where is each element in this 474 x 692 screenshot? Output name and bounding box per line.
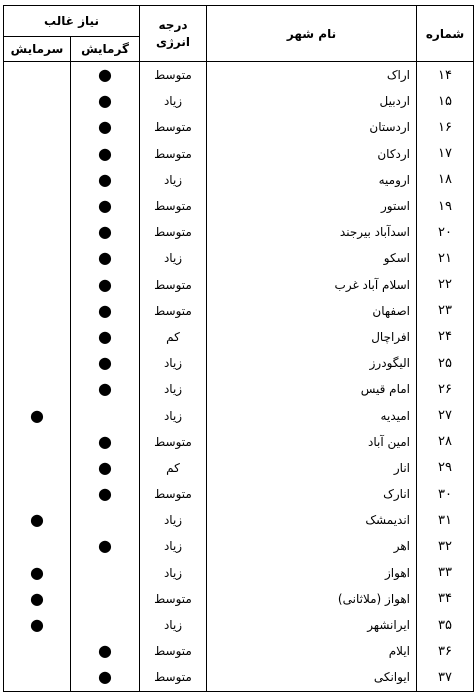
row-city: اهواز (ملاثانی) <box>207 586 417 612</box>
row-number: ۳۳ <box>417 560 474 586</box>
header-heating: گرمایش <box>71 37 140 62</box>
table-row <box>4 429 474 455</box>
row-city: اسکو <box>207 245 417 271</box>
table-row <box>4 507 474 533</box>
row-number: ۲۵ <box>417 350 474 376</box>
row-number: ۳۰ <box>417 481 474 507</box>
row-cooling-mark <box>4 167 71 193</box>
table-row <box>4 350 474 376</box>
row-energy: زیاد <box>140 88 207 114</box>
table-row <box>4 324 474 350</box>
table-row <box>4 193 474 219</box>
row-energy: متوسط <box>140 429 207 455</box>
row-cooling-mark <box>4 481 71 507</box>
row-heating-mark: ● <box>71 298 140 324</box>
row-energy: متوسط <box>140 586 207 612</box>
row-heating-mark: ● <box>71 324 140 350</box>
row-heating-mark: ● <box>71 350 140 376</box>
row-city: اصفهان <box>207 298 417 324</box>
row-number: ۳۶ <box>417 638 474 664</box>
row-number: ۲۱ <box>417 245 474 271</box>
row-city: افراچال <box>207 324 417 350</box>
row-number: ۲۲ <box>417 272 474 298</box>
row-heating-mark: ● <box>71 638 140 664</box>
table-row <box>4 533 474 559</box>
table-row <box>4 481 474 507</box>
row-energy: کم <box>140 324 207 350</box>
row-energy: متوسط <box>140 193 207 219</box>
row-energy: کم <box>140 455 207 481</box>
row-energy: زیاد <box>140 612 207 638</box>
row-energy: زیاد <box>140 533 207 559</box>
row-number: ۳۲ <box>417 533 474 559</box>
row-cooling-mark <box>4 193 71 219</box>
row-cooling-mark: ● <box>30 405 44 425</box>
table-row <box>4 455 474 481</box>
city-energy-table-wrapper <box>3 5 465 692</box>
row-city: ایوانکی <box>207 664 417 691</box>
row-cooling-mark <box>4 324 71 350</box>
row-cooling-mark <box>4 245 71 271</box>
row-heating-mark <box>71 507 140 533</box>
row-cooling-mark <box>4 664 71 691</box>
row-number: ۲۴ <box>417 324 474 350</box>
row-number: ۲۷ <box>417 402 474 428</box>
row-heating-mark: ● <box>71 193 140 219</box>
row-cooling-mark <box>4 141 71 167</box>
row-city: اردکان <box>207 141 417 167</box>
row-cooling-mark: ● <box>30 510 44 530</box>
row-cooling-mark <box>4 88 71 114</box>
row-heating-mark: ● <box>71 533 140 559</box>
row-heating-mark <box>71 612 140 638</box>
row-number: ۲۹ <box>417 455 474 481</box>
row-number: ۱۷ <box>417 141 474 167</box>
row-number: ۱۸ <box>417 167 474 193</box>
row-heating-mark <box>71 560 140 586</box>
row-city: اسدآباد بیرجند <box>207 219 417 245</box>
row-city: انارک <box>207 481 417 507</box>
header-city: نام شهر <box>207 6 417 62</box>
row-cooling-mark: ● <box>30 615 44 635</box>
row-city: اردبیل <box>207 88 417 114</box>
row-city: ایلام <box>207 638 417 664</box>
row-heating-mark: ● <box>71 272 140 298</box>
table-body <box>4 62 474 692</box>
table-row <box>4 298 474 324</box>
header-energy <box>140 6 207 62</box>
row-cooling-mark <box>4 62 71 89</box>
row-energy: زیاد <box>140 350 207 376</box>
header-energy-label: درجه انرژی <box>156 17 191 49</box>
table-row <box>4 612 474 638</box>
row-city: اندیمشک <box>207 507 417 533</box>
row-city: اهر <box>207 533 417 559</box>
table-row <box>4 114 474 140</box>
row-city: اهواز <box>207 560 417 586</box>
row-city: الیگودرز <box>207 350 417 376</box>
table-row <box>4 141 474 167</box>
row-cooling-mark <box>4 272 71 298</box>
row-energy: زیاد <box>140 560 207 586</box>
header-cooling: سرمایش <box>4 37 71 62</box>
row-energy: متوسط <box>140 664 207 691</box>
row-cooling-mark <box>4 455 71 481</box>
table-row <box>4 62 474 89</box>
row-number: ۳۴ <box>417 586 474 612</box>
row-energy: زیاد <box>140 402 207 428</box>
row-energy: متوسط <box>140 272 207 298</box>
row-heating-mark: ● <box>71 88 140 114</box>
table-row <box>4 167 474 193</box>
row-energy: زیاد <box>140 376 207 402</box>
row-energy: متوسط <box>140 62 207 89</box>
row-energy: متوسط <box>140 638 207 664</box>
row-number: ۳۱ <box>417 507 474 533</box>
row-city: استور <box>207 193 417 219</box>
table-row <box>4 638 474 664</box>
row-number: ۱۹ <box>417 193 474 219</box>
row-cooling-mark <box>4 298 71 324</box>
row-cooling-mark <box>4 114 71 140</box>
row-energy: متوسط <box>140 141 207 167</box>
row-number: ۲۳ <box>417 298 474 324</box>
table-row <box>4 402 474 428</box>
row-heating-mark: ● <box>71 664 140 691</box>
row-cooling-mark <box>4 219 71 245</box>
row-number: ۳۷ <box>417 664 474 691</box>
row-heating-mark: ● <box>71 62 140 89</box>
row-energy: زیاد <box>140 167 207 193</box>
row-heating-mark: ● <box>71 141 140 167</box>
row-cooling-mark <box>4 638 71 664</box>
row-city: امیدیه <box>207 402 417 428</box>
table-row <box>4 272 474 298</box>
row-heating-mark: ● <box>71 455 140 481</box>
table-header <box>4 6 474 62</box>
table-row <box>4 376 474 402</box>
table-row <box>4 245 474 271</box>
row-city: اردستان <box>207 114 417 140</box>
row-cooling-mark: ● <box>30 588 44 608</box>
row-heating-mark: ● <box>71 245 140 271</box>
row-heating-mark: ● <box>71 167 140 193</box>
row-number: ۲۶ <box>417 376 474 402</box>
row-city: اسلام آباد غرب <box>207 272 417 298</box>
row-number: ۱۴ <box>417 62 474 89</box>
row-heating-mark: ● <box>71 429 140 455</box>
row-number: ۲۸ <box>417 429 474 455</box>
row-city: امین آباد <box>207 429 417 455</box>
row-cooling-mark <box>4 429 71 455</box>
row-city: انار <box>207 455 417 481</box>
row-energy: متوسط <box>140 114 207 140</box>
row-cooling-mark: ● <box>30 562 44 582</box>
row-cooling-mark <box>4 533 71 559</box>
row-energy: متوسط <box>140 481 207 507</box>
header-dominant-need: نیاز غالب <box>4 6 140 37</box>
table-row <box>4 664 474 691</box>
row-energy: زیاد <box>140 507 207 533</box>
row-number: ۱۵ <box>417 88 474 114</box>
row-heating-mark: ● <box>71 114 140 140</box>
table-row <box>4 560 474 586</box>
row-heating-mark <box>71 586 140 612</box>
table-row <box>4 88 474 114</box>
row-number: ۳۵ <box>417 612 474 638</box>
city-energy-table <box>3 5 474 692</box>
row-heating-mark: ● <box>71 376 140 402</box>
row-city: ایرانشهر <box>207 612 417 638</box>
row-energy: متوسط <box>140 219 207 245</box>
table-row <box>4 586 474 612</box>
row-cooling-mark <box>4 350 71 376</box>
row-heating-mark <box>71 402 140 428</box>
row-heating-mark: ● <box>71 219 140 245</box>
header-number: شماره <box>417 6 474 62</box>
row-city: اراک <box>207 62 417 89</box>
row-cooling-mark <box>4 376 71 402</box>
row-number: ۱۶ <box>417 114 474 140</box>
row-number: ۲۰ <box>417 219 474 245</box>
row-energy: متوسط <box>140 298 207 324</box>
row-heating-mark: ● <box>71 481 140 507</box>
row-energy: زیاد <box>140 245 207 271</box>
table-row <box>4 219 474 245</box>
row-city: امام قیس <box>207 376 417 402</box>
row-city: ارومیه <box>207 167 417 193</box>
